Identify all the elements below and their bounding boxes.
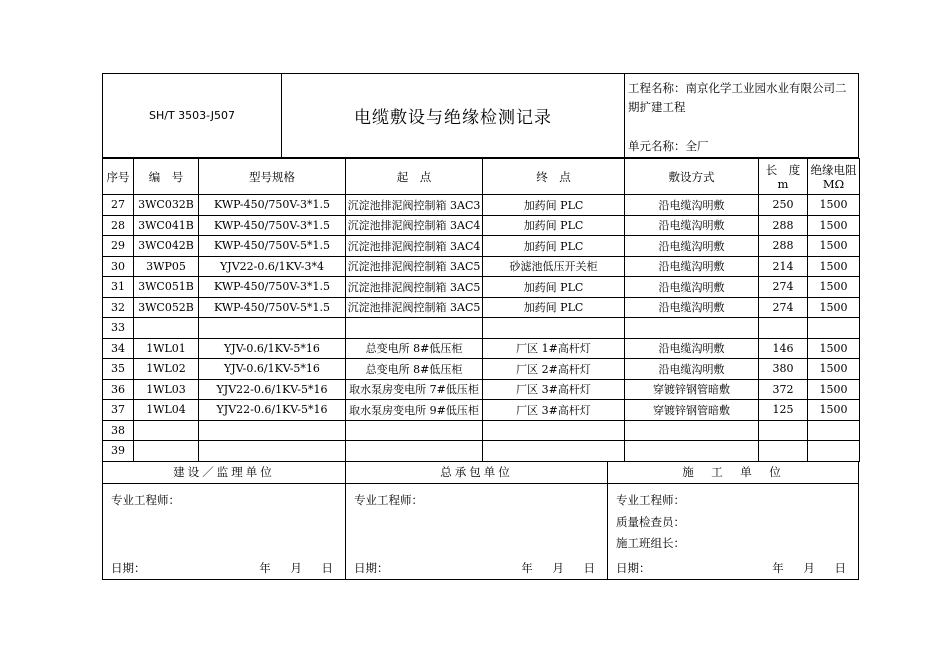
- cell-to: 加药间 PLC: [483, 297, 625, 318]
- cell-insulation: 1500: [808, 359, 860, 380]
- cell-model: KWP-450/750V-3*1.5: [199, 215, 346, 236]
- cell-from: 总变电所 8#低压柜: [346, 359, 483, 380]
- cell-code: 1WL02: [134, 359, 199, 380]
- form-title: 电缆敷设与绝缘检测记录: [282, 74, 625, 157]
- cell-length: 250: [759, 195, 808, 216]
- cell-model: [199, 420, 346, 441]
- cell-no: 35: [103, 359, 134, 380]
- cell-to: 厂区 3#高杆灯: [483, 379, 625, 400]
- col-header-from: 起 点: [346, 159, 483, 195]
- supervision-ymd: 年 月 日: [259, 560, 333, 575]
- contractor-block: [346, 462, 608, 579]
- length-unit: m: [777, 176, 789, 191]
- supervision-block: [103, 462, 346, 579]
- cell-insulation: 1500: [808, 195, 860, 216]
- cell-from: 总变电所 8#低压柜: [346, 338, 483, 359]
- table-row: [103, 215, 860, 236]
- cell-insulation: 1500: [808, 277, 860, 298]
- cell-no: 29: [103, 236, 134, 257]
- cell-to: 加药间 PLC: [483, 277, 625, 298]
- cell-model: [199, 318, 346, 339]
- cell-no: 39: [103, 441, 134, 462]
- cell-to: 加药间 PLC: [483, 195, 625, 216]
- cell-length: 288: [759, 215, 808, 236]
- supervision-engineer-label: 专业工程师：: [111, 492, 180, 507]
- cell-to: 加药间 PLC: [483, 215, 625, 236]
- cell-method: 穿镀锌钢管暗敷: [625, 379, 759, 400]
- cell-length: 380: [759, 359, 808, 380]
- cell-from: [346, 420, 483, 441]
- cell-model: KWP-450/750V-3*1.5: [199, 195, 346, 216]
- col-header-to: 终 点: [483, 159, 625, 195]
- cell-code: [134, 420, 199, 441]
- cell-code: 3WC051B: [134, 277, 199, 298]
- contractor-ymd: 年 月 日: [521, 560, 595, 575]
- cell-to: 厂区 1#高杆灯: [483, 338, 625, 359]
- cell-code: 1WL01: [134, 338, 199, 359]
- cell-method: 穿镀锌钢管暗敷: [625, 400, 759, 421]
- table-row: [103, 195, 860, 216]
- cell-code: 3WP05: [134, 256, 199, 277]
- cell-insulation: 1500: [808, 236, 860, 257]
- cell-from: [346, 318, 483, 339]
- standard-code: SH/T 3503-J507: [103, 74, 282, 157]
- cell-method: 沿电缆沟明敷: [625, 256, 759, 277]
- cell-model: YJV-0.6/1KV-5*16: [199, 338, 346, 359]
- cell-method: 沿电缆沟明敷: [625, 195, 759, 216]
- cell-method: 沿电缆沟明敷: [625, 297, 759, 318]
- construction-ymd: 年 月 日: [772, 560, 846, 575]
- table-row: [103, 256, 860, 277]
- cell-to: 厂区 2#高杆灯: [483, 359, 625, 380]
- cell-from: 沉淀池排泥阀控制箱 3AC5: [346, 297, 483, 318]
- cell-insulation: 1500: [808, 297, 860, 318]
- cell-no: 33: [103, 318, 134, 339]
- cell-method: 沿电缆沟明敷: [625, 215, 759, 236]
- cell-from: 取水泵房变电所 9#低压柜: [346, 400, 483, 421]
- cell-from: [346, 441, 483, 462]
- table-row: [103, 400, 860, 421]
- cell-method: 沿电缆沟明敷: [625, 277, 759, 298]
- cell-from: 沉淀池排泥阀控制箱 3AC3: [346, 195, 483, 216]
- cell-no: 32: [103, 297, 134, 318]
- supervision-date-label: 日期：: [111, 560, 146, 575]
- cell-length: [759, 318, 808, 339]
- cell-length: 125: [759, 400, 808, 421]
- contractor-header: 总承包单位: [346, 462, 607, 484]
- col-header-no: 序号: [103, 159, 134, 195]
- col-header-code: 编 号: [134, 159, 199, 195]
- table-row: [103, 441, 860, 462]
- table-row: [103, 338, 860, 359]
- record-sheet: [102, 73, 859, 580]
- col-header-length: [759, 159, 808, 195]
- cell-code: 3WC042B: [134, 236, 199, 257]
- cell-model: YJV22-0.6/1KV-5*16: [199, 400, 346, 421]
- cell-code: 1WL03: [134, 379, 199, 400]
- cell-model: KWP-450/750V-3*1.5: [199, 277, 346, 298]
- cell-from: 沉淀池排泥阀控制箱 3AC5: [346, 277, 483, 298]
- cell-no: 27: [103, 195, 134, 216]
- insulation-unit: MΩ: [822, 176, 845, 191]
- cell-model: YJV-0.6/1KV-5*16: [199, 359, 346, 380]
- cell-model: KWP-450/750V-5*1.5: [199, 297, 346, 318]
- cell-insulation: [808, 441, 860, 462]
- cell-to: 加药间 PLC: [483, 236, 625, 257]
- table-row: [103, 379, 860, 400]
- col-header-model: 型号规格: [199, 159, 346, 195]
- cell-no: 31: [103, 277, 134, 298]
- table-header-row: [103, 159, 860, 195]
- cell-no: 38: [103, 420, 134, 441]
- unit-name: 单元名称：全厂: [628, 139, 709, 153]
- cell-insulation: [808, 420, 860, 441]
- cell-code: 1WL04: [134, 400, 199, 421]
- cell-model: YJV22-0.6/1KV-3*4: [199, 256, 346, 277]
- cell-length: 274: [759, 277, 808, 298]
- cell-no: 30: [103, 256, 134, 277]
- cell-insulation: 1500: [808, 215, 860, 236]
- cell-method: 沿电缆沟明敷: [625, 338, 759, 359]
- cell-length: 146: [759, 338, 808, 359]
- cell-method: [625, 420, 759, 441]
- cell-model: YJV22-0.6/1KV-5*16: [199, 379, 346, 400]
- cell-length: 214: [759, 256, 808, 277]
- cell-to: 砂滤池低压开关柜: [483, 256, 625, 277]
- cell-code: 3WC041B: [134, 215, 199, 236]
- construction-header: 施 工 单 位: [608, 462, 858, 484]
- table-row: [103, 420, 860, 441]
- construction-inspector-label: 质量检查员：: [616, 514, 685, 529]
- cell-insulation: [808, 318, 860, 339]
- cell-insulation: 1500: [808, 379, 860, 400]
- insulation-label: 绝缘电阻: [810, 162, 857, 177]
- cell-to: [483, 318, 625, 339]
- col-header-method: 敷设方式: [625, 159, 759, 195]
- col-header-insulation: [808, 159, 860, 195]
- length-label: 长 度: [765, 162, 801, 177]
- cell-to: [483, 441, 625, 462]
- construction-team-leader-label: 施工班组长：: [616, 535, 685, 550]
- cell-method: [625, 441, 759, 462]
- cell-no: 28: [103, 215, 134, 236]
- construction-block: [608, 462, 858, 579]
- cell-from: 沉淀池排泥阀控制箱 3AC4: [346, 215, 483, 236]
- cell-from: 沉淀池排泥阀控制箱 3AC4: [346, 236, 483, 257]
- cell-to: 厂区 3#高杆灯: [483, 400, 625, 421]
- form-header: [102, 73, 859, 158]
- cell-length: 372: [759, 379, 808, 400]
- contractor-engineer-label: 专业工程师：: [354, 492, 423, 507]
- project-name: 工程名称：南京化学工业园水业有限公司二期扩建工程: [628, 81, 847, 114]
- signature-section: [102, 462, 859, 580]
- cell-method: 沿电缆沟明敷: [625, 359, 759, 380]
- supervision-header: 建设／监理单位: [103, 462, 345, 484]
- cell-no: 37: [103, 400, 134, 421]
- cell-length: [759, 441, 808, 462]
- cell-length: [759, 420, 808, 441]
- cell-length: 288: [759, 236, 808, 257]
- table-row: [103, 297, 860, 318]
- cell-no: 36: [103, 379, 134, 400]
- cell-insulation: 1500: [808, 400, 860, 421]
- cell-model: [199, 441, 346, 462]
- construction-date-label: 日期：: [616, 560, 651, 575]
- cell-model: KWP-450/750V-5*1.5: [199, 236, 346, 257]
- table-row: [103, 236, 860, 257]
- cell-insulation: 1500: [808, 338, 860, 359]
- cell-no: 34: [103, 338, 134, 359]
- cell-code: 3WC052B: [134, 297, 199, 318]
- cell-code: [134, 441, 199, 462]
- table-row: [103, 359, 860, 380]
- construction-engineer-label: 专业工程师：: [616, 492, 685, 507]
- table-row: [103, 277, 860, 298]
- contractor-date-label: 日期：: [354, 560, 389, 575]
- cell-method: [625, 318, 759, 339]
- cell-to: [483, 420, 625, 441]
- project-info: [625, 74, 858, 157]
- cell-code: [134, 318, 199, 339]
- cell-insulation: 1500: [808, 256, 860, 277]
- cell-length: 274: [759, 297, 808, 318]
- table-row: [103, 318, 860, 339]
- cell-code: 3WC032B: [134, 195, 199, 216]
- cell-from: 沉淀池排泥阀控制箱 3AC5: [346, 256, 483, 277]
- cell-method: 沿电缆沟明敷: [625, 236, 759, 257]
- cell-from: 取水泵房变电所 7#低压柜: [346, 379, 483, 400]
- cable-table: [102, 158, 860, 462]
